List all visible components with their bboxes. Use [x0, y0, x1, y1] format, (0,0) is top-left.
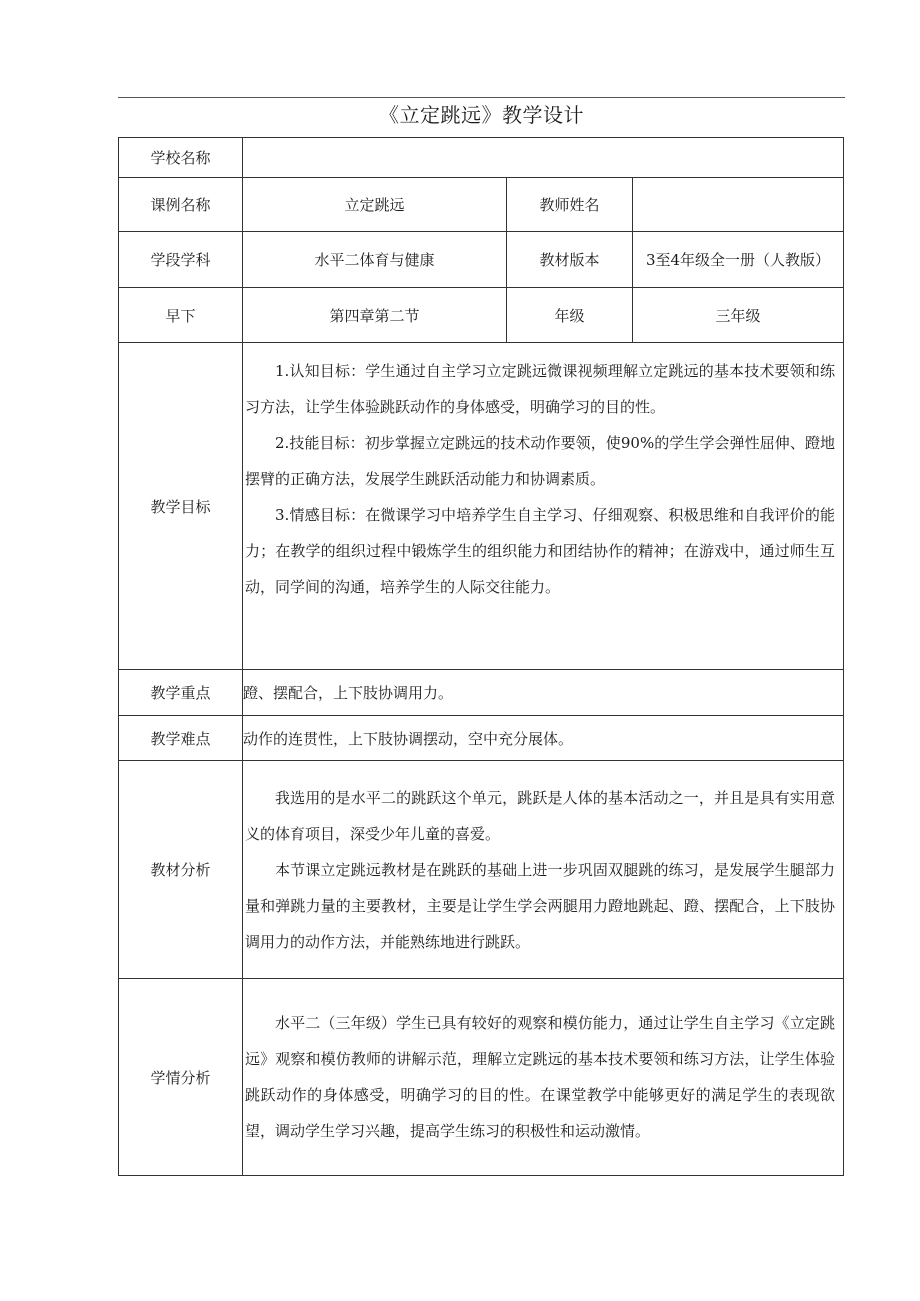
objective-cognitive: 1.认知目标：学生通过自主学习立定跳远微课视频理解立定跳远的基本技术要领和练习方法，让学生体验跳跃动作的身体感受，明确学习的目的性。 [245, 362, 836, 416]
objectives-label: 教学目标 [119, 343, 243, 670]
top-rule [118, 97, 845, 98]
material-paragraph: 我选用的是水平二的跳跃这个单元，跳跃是人体的基本活动之一，并且是具有实用意义的体育项目，深受少年儿童的喜爱。 [245, 788, 836, 843]
key-points-label: 教学重点 [119, 670, 243, 716]
row-material-analysis [119, 761, 844, 979]
teacher-name-label: 教师姓名 [507, 178, 633, 232]
row-objectives [119, 343, 844, 670]
grade-label: 年级 [507, 288, 633, 343]
key-points-value: 蹬、摆配合，上下肢协调用力。 [243, 670, 844, 716]
row-student-analysis [119, 979, 844, 1176]
row-school-name [119, 138, 844, 178]
row-difficulties [119, 716, 844, 761]
student-paragraph: 水平二（三年级）学生已具有较好的观察和模仿能力，通过让学生自主学习《立定跳远》观察和模仿教师的讲解示范，理解立定跳远的基本技术要领和练习方法，让学生体验跳跃动作的身体感受，明确学习的目的性。在课堂教学中能够更好的满足学生的表现欲望，调动学生学习兴趣，提高学生练习的积极性和运动激情。 [245, 1014, 836, 1140]
student-analysis-content [243, 979, 844, 1176]
row-chapter [119, 288, 844, 343]
lesson-plan-table [118, 137, 844, 1176]
edition-label: 教材版本 [507, 232, 633, 288]
lesson-name-value: 立定跳远 [243, 178, 507, 232]
objective-skill: 2.技能目标：初步掌握立定跳远的技术动作要领，使90%的学生学会弹性屈伸、蹬地摆臂的正确方法，发展学生跳跃活动能力和协调素质。 [245, 434, 836, 488]
subject-value: 水平二体育与健康 [243, 232, 507, 288]
lesson-name-label: 课例名称 [119, 178, 243, 232]
objective-affective: 3.情感目标：在微课学习中培养学生自主学习、仔细观察、积极思维和自我评价的能力；在教学的组织过程中锻炼学生的组织能力和团结协作的精神；在游戏中，通过师生互动，同学间的沟通，培养学生的人际交往能力。 [245, 506, 836, 596]
grade-value: 三年级 [633, 288, 844, 343]
document-title: 《立定跳远》教学设计 [379, 103, 584, 127]
school-name-value [243, 138, 844, 178]
material-paragraph: 本节课立定跳远教材是在跳跃的基础上进一步巩固双腿跳的练习，是发展学生腿部力量和弹跳力量的主要教材，主要是让学生学会两腿用力蹬地跳起、蹬、摆配合，上下肢协调用力的动作方法，并能熟练地进行跳跃。 [245, 860, 836, 951]
school-name-label: 学校名称 [119, 138, 243, 178]
material-analysis-content [243, 761, 844, 979]
objectives-content [243, 343, 844, 670]
material-analysis-label: 教材分析 [119, 761, 243, 979]
row-lesson [119, 178, 844, 232]
chapter-value: 第四章第二节 [243, 288, 507, 343]
difficulties-label: 教学难点 [119, 716, 243, 761]
edition-value: 3至4年级全一册（人教版） [633, 232, 844, 288]
row-key-points [119, 670, 844, 716]
subject-label: 学段学科 [119, 232, 243, 288]
student-analysis-label: 学情分析 [119, 979, 243, 1176]
difficulties-value: 动作的连贯性，上下肢协调摆动，空中充分展体。 [243, 716, 844, 761]
chapter-label: 早下 [119, 288, 243, 343]
teacher-name-value [633, 178, 844, 232]
row-subject [119, 232, 844, 288]
